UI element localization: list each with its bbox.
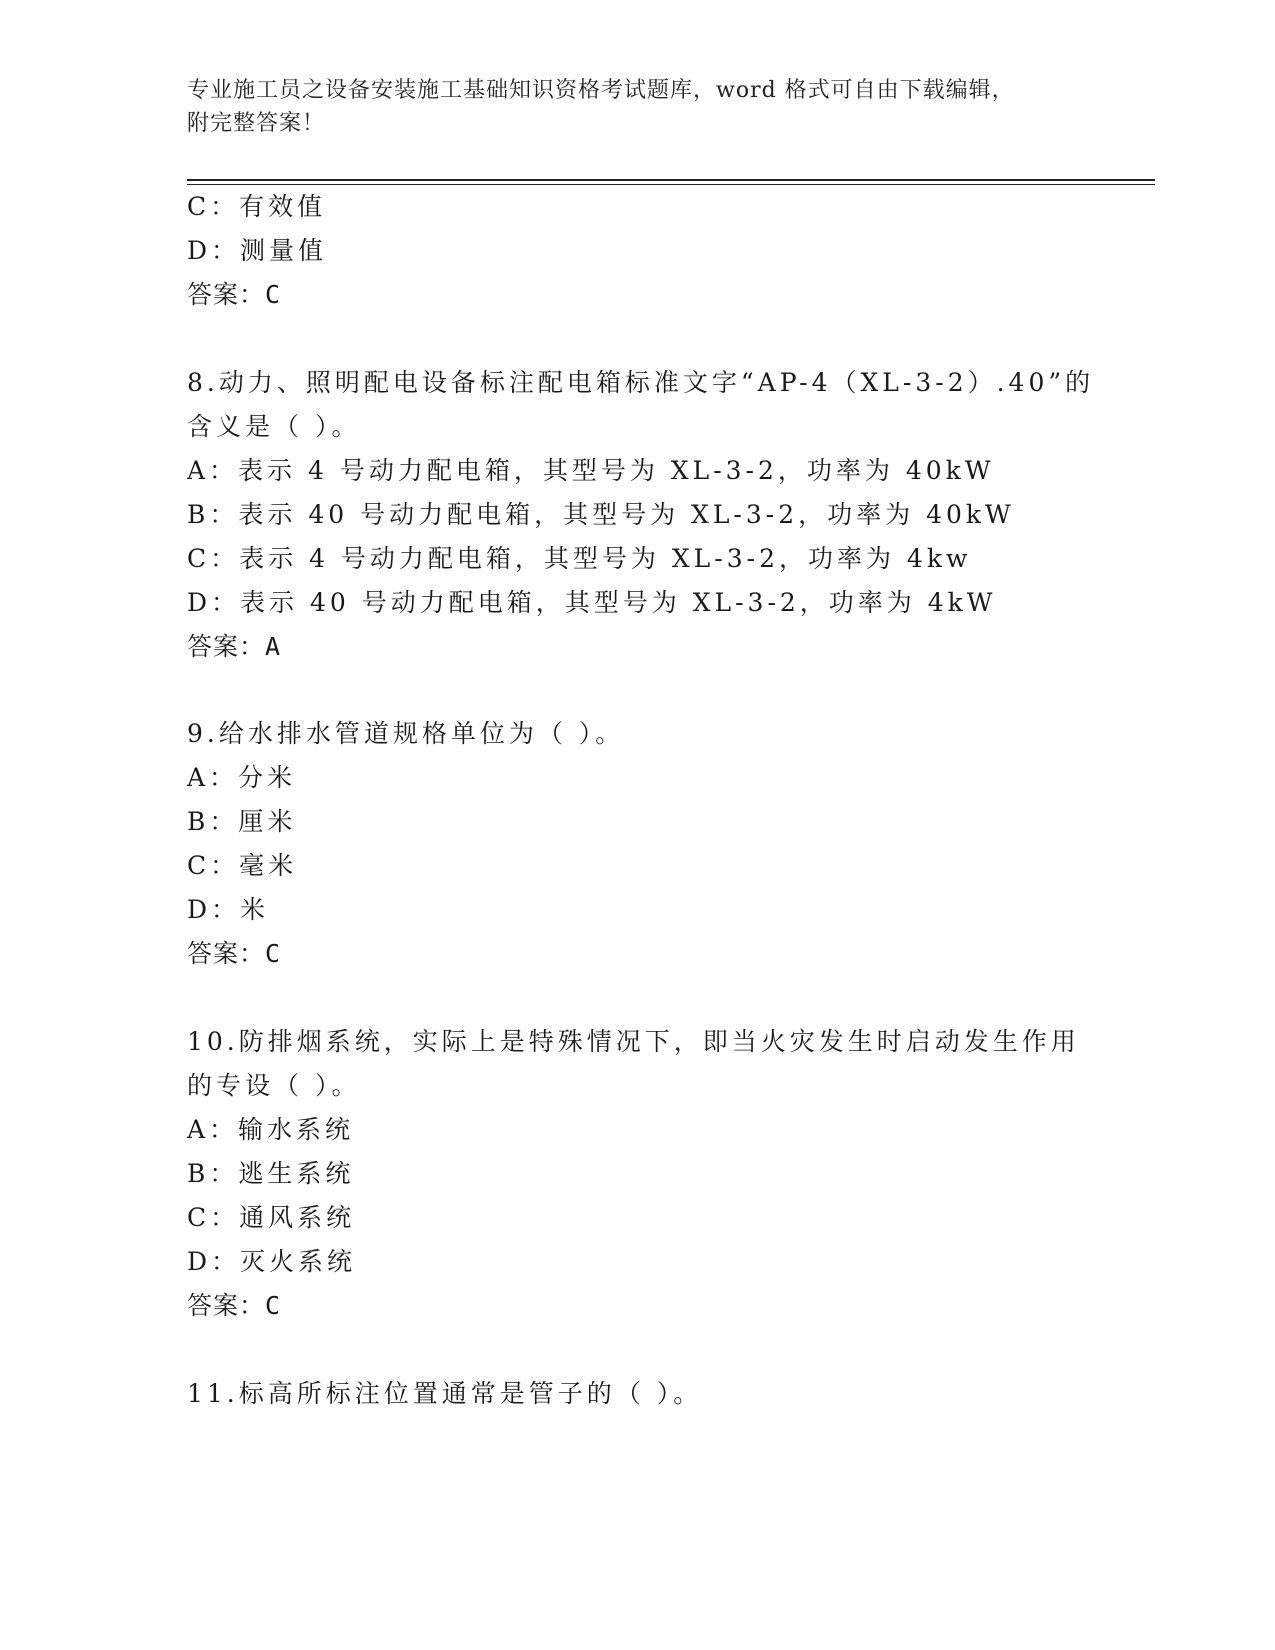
question-stem-cont: 含义是（ ）。 — [187, 412, 361, 441]
option-c: C：毫米 — [187, 851, 298, 880]
option-d: D：测量值 — [187, 236, 328, 265]
question-stem: 9.给水排水管道规格单位为（ ）。 — [187, 719, 625, 748]
option-c: C：通风系统 — [187, 1203, 356, 1232]
option-d: D：灭火系统 — [187, 1247, 357, 1276]
option-a: A：输水系统 — [187, 1115, 355, 1144]
answer-line — [187, 280, 281, 310]
answer-label: 答案： — [187, 939, 266, 968]
document-header — [187, 74, 1067, 140]
answer-label: 答案： — [187, 280, 266, 309]
answer-line — [187, 939, 281, 969]
question-stem: 8.动力、照明配电设备标注配电箱标准文字“AP-4（XL-3-2）.40”的 — [187, 368, 1095, 397]
answer-line — [187, 632, 281, 662]
question-stem-cont: 的专设（ ）。 — [187, 1071, 361, 1100]
answer-value: A — [265, 632, 282, 661]
answer-value: C — [265, 280, 282, 309]
option-d: D：米 — [187, 895, 270, 924]
answer-label: 答案： — [187, 1291, 266, 1320]
header-rule-thick — [187, 179, 1155, 181]
option-c: C：有效值 — [187, 192, 327, 221]
answer-value: C — [265, 939, 282, 968]
question-stem: 11.标高所标注位置通常是管子的（ ）。 — [187, 1379, 703, 1408]
answer-label: 答案： — [187, 632, 266, 661]
option-c: C：表示 4 号动力配电箱，其型号为 XL-3-2，功率为 4kw — [187, 544, 972, 573]
question-stem: 10.防排烟系统，实际上是特殊情况下，即当火灾发生时启动发生作用 — [187, 1027, 1080, 1056]
option-b: B：厘米 — [187, 807, 297, 836]
answer-line — [187, 1291, 281, 1321]
option-d: D：表示 40 号动力配电箱，其型号为 XL-3-2，功率为 4kW — [187, 588, 997, 617]
header-line-2: 附完整答案！ — [187, 111, 326, 136]
option-a: A：分米 — [187, 763, 297, 792]
option-b: B：逃生系统 — [187, 1159, 355, 1188]
option-a: A：表示 4 号动力配电箱，其型号为 XL-3-2，功率为 40kW — [187, 456, 995, 485]
header-rule-thin — [187, 184, 1155, 185]
header-line-1: 专业施工员之设备安装施工基础知识资格考试题库，word 格式可自由下载编辑， — [187, 78, 1015, 103]
answer-value: C — [265, 1291, 282, 1320]
option-b: B：表示 40 号动力配电箱，其型号为 XL-3-2，功率为 40kW — [187, 500, 1015, 529]
